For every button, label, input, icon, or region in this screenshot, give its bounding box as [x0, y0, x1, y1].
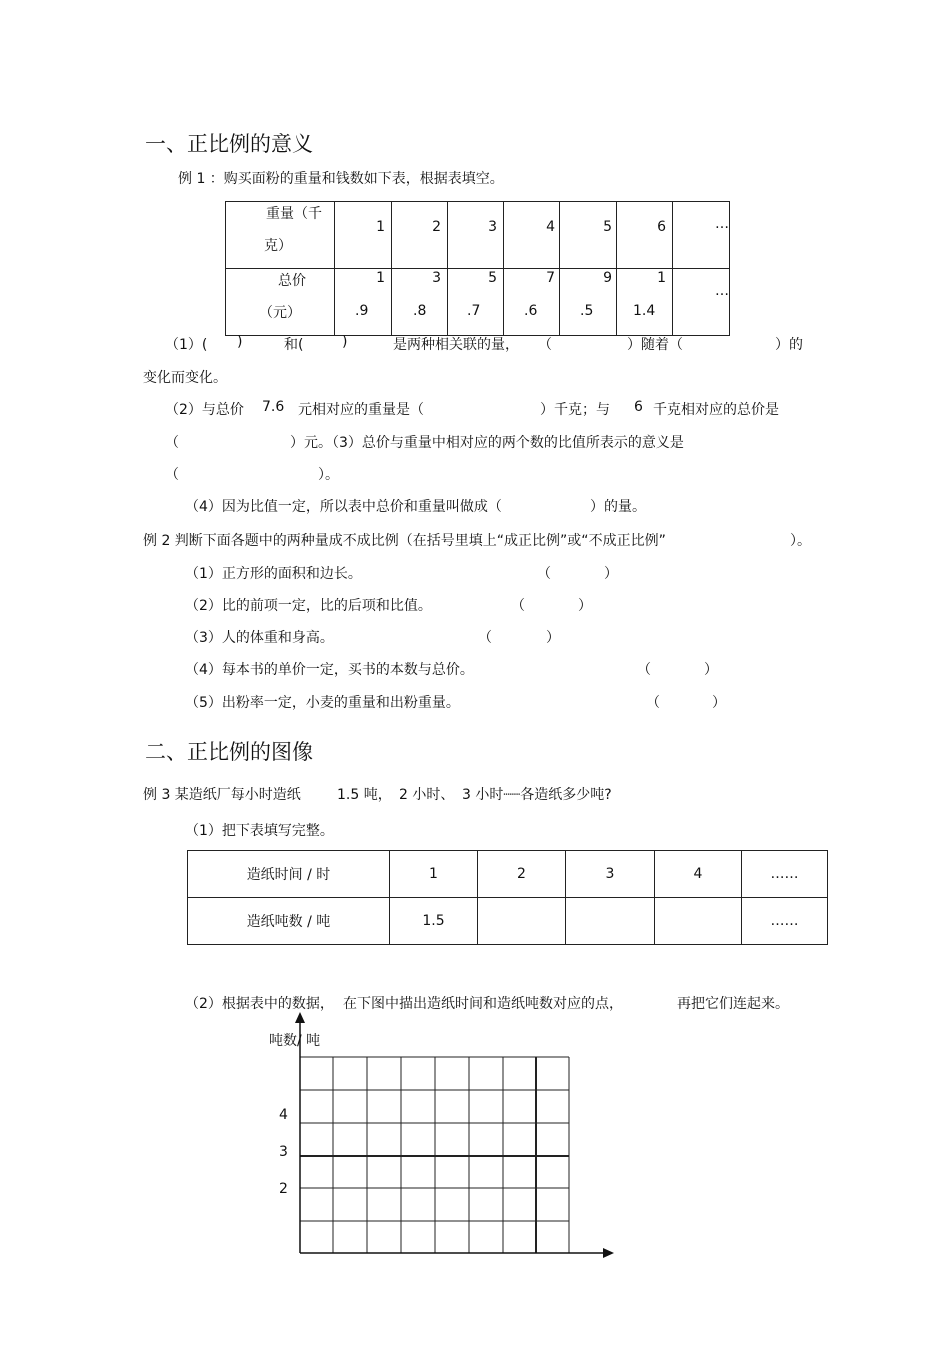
q2-instruction: 再把它们连起来。 [677, 996, 789, 1012]
q3-text: ）。 [318, 467, 339, 483]
y-tick-label: 3 [279, 1144, 288, 1160]
table-cell: 1 1.4 [617, 269, 673, 336]
q2-text: ）千克；与 [540, 402, 610, 418]
answer-bracket: （ [511, 598, 525, 614]
table-cell: 5 .7 [448, 269, 504, 336]
table-cell: 1 [390, 851, 478, 898]
q1-text: （ [538, 337, 552, 353]
grid-lines [300, 1057, 569, 1253]
table-cell: 1 [335, 202, 392, 269]
answer-cell[interactable] [655, 898, 742, 945]
judge-item: （4）每本书的单价一定，买书的本数与总价。 [185, 662, 474, 678]
q2-text: （ [165, 435, 179, 451]
table-cell: 4 [504, 202, 560, 269]
answer-bracket: ） [712, 695, 726, 711]
answer-bracket: （ [537, 566, 551, 582]
judge-item: （3）人的体重和身高。 [185, 630, 334, 646]
example-3-intro: 2 小时、 [399, 787, 455, 803]
q1-text: 变化而变化。 [143, 370, 227, 386]
table-header-cell: 造纸吨数 / 吨 [188, 898, 390, 945]
table-cell: 2 [478, 851, 566, 898]
row-label: （元） [259, 305, 301, 321]
table-row [226, 202, 730, 269]
table-cell: 3 [448, 202, 504, 269]
q1-text: （1）( [165, 337, 208, 353]
section-title-1: 一、正比例的意义 [145, 132, 313, 156]
table-cell: 9 .5 [560, 269, 617, 336]
q1-text: ）的 [775, 337, 803, 353]
q2-instruction: （2）根据表中的数据， [185, 996, 334, 1012]
table-header-cell [226, 269, 335, 336]
answer-bracket: （ [637, 662, 651, 678]
q1-instruction: （1）把下表填写完整。 [185, 823, 334, 839]
y-tick-label: 4 [279, 1107, 288, 1123]
table-cell: 1.5 [390, 898, 478, 945]
table-cell: …… [742, 898, 828, 945]
answer-bracket: ） [578, 598, 592, 614]
example-2-intro: 例 2 判断下面各题中的两种量成不成比例（在括号里填上“成正比例”或“不成正比例” [143, 533, 666, 549]
q4-text: ）的量。 [590, 499, 646, 515]
table-row [188, 851, 828, 898]
answer-bracket: ） [604, 566, 618, 582]
table-cell: …… [742, 851, 828, 898]
answer-bracket: （ [478, 630, 492, 646]
table-cell: 4 [655, 851, 742, 898]
q2-text: 6 [634, 399, 643, 415]
example-1-intro: 例 1 ：购买面粉的重量和钱数如下表，根据表填空。 [178, 171, 504, 187]
section-title-2: 二、正比例的图像 [145, 740, 313, 764]
table-cell: 1 .9 [335, 269, 392, 336]
answer-cell[interactable] [566, 898, 655, 945]
table-cell: 2 [392, 202, 448, 269]
q2-instruction: 在下图中描出造纸时间和造纸吨数对应的点， [343, 996, 623, 1012]
table-cell: … [673, 269, 730, 336]
q3-text: （ [165, 467, 179, 483]
graph-grid[interactable] [290, 1010, 620, 1260]
q2-text: 7.6 [262, 399, 285, 415]
example-3-intro: 1.5 吨， [337, 787, 392, 803]
y-tick-label: 2 [279, 1181, 288, 1197]
table-cell: 5 [560, 202, 617, 269]
q1-text: 和( [284, 337, 304, 353]
q1-text: ）随着（ [627, 337, 683, 353]
row-label: 克） [264, 238, 292, 254]
q4-text: （4）因为比值一定，所以表中总价和重量叫做成（ [185, 499, 502, 515]
example-2-intro-end: ）。 [790, 533, 811, 549]
table-cell: 3 .8 [392, 269, 448, 336]
example-3-intro: 例 3 某造纸厂每小时造纸 [143, 787, 301, 803]
q2-text: （2）与总价 [165, 402, 244, 418]
y-axis-label: 吨数/ 吨 [269, 1033, 321, 1049]
answer-bracket: （ [646, 695, 660, 711]
table-cell: 6 [617, 202, 673, 269]
judge-item: （1）正方形的面积和边长。 [185, 566, 362, 582]
table-header-cell: 造纸时间 / 时 [188, 851, 390, 898]
example-3-intro: 3 小时┈┈各造纸多少吨? [462, 787, 612, 803]
table-header-cell [226, 202, 335, 269]
table-cell: … [673, 202, 730, 269]
judge-item: （5）出粉率一定，小麦的重量和出粉重量。 [185, 695, 460, 711]
table-row [188, 898, 828, 945]
q1-text: ) [237, 334, 243, 350]
q1-text: 是两种相关联的量， [393, 337, 519, 353]
q1-text: ) [342, 334, 348, 350]
x-axis-arrow [603, 1248, 614, 1258]
row-label: 总价 [278, 273, 306, 289]
table-row [226, 269, 730, 336]
flour-price-table [225, 201, 730, 336]
q2-text: 元相对应的重量是（ [298, 402, 424, 418]
row-label: 重量（千 [266, 206, 322, 222]
judge-item: （2）比的前项一定，比的后项和比值。 [185, 598, 432, 614]
y-axis-arrow [295, 1012, 305, 1023]
answer-cell[interactable] [478, 898, 566, 945]
answer-bracket: ） [546, 630, 560, 646]
answer-bracket: ） [704, 662, 718, 678]
q2-text: ）元。（3）总价与重量中相对应的两个数的比值所表示的意义是 [290, 435, 684, 451]
q2-text: 千克相对应的总价是 [653, 402, 779, 418]
paper-production-table [187, 850, 828, 945]
table-cell: 7 .6 [504, 269, 560, 336]
table-cell: 3 [566, 851, 655, 898]
